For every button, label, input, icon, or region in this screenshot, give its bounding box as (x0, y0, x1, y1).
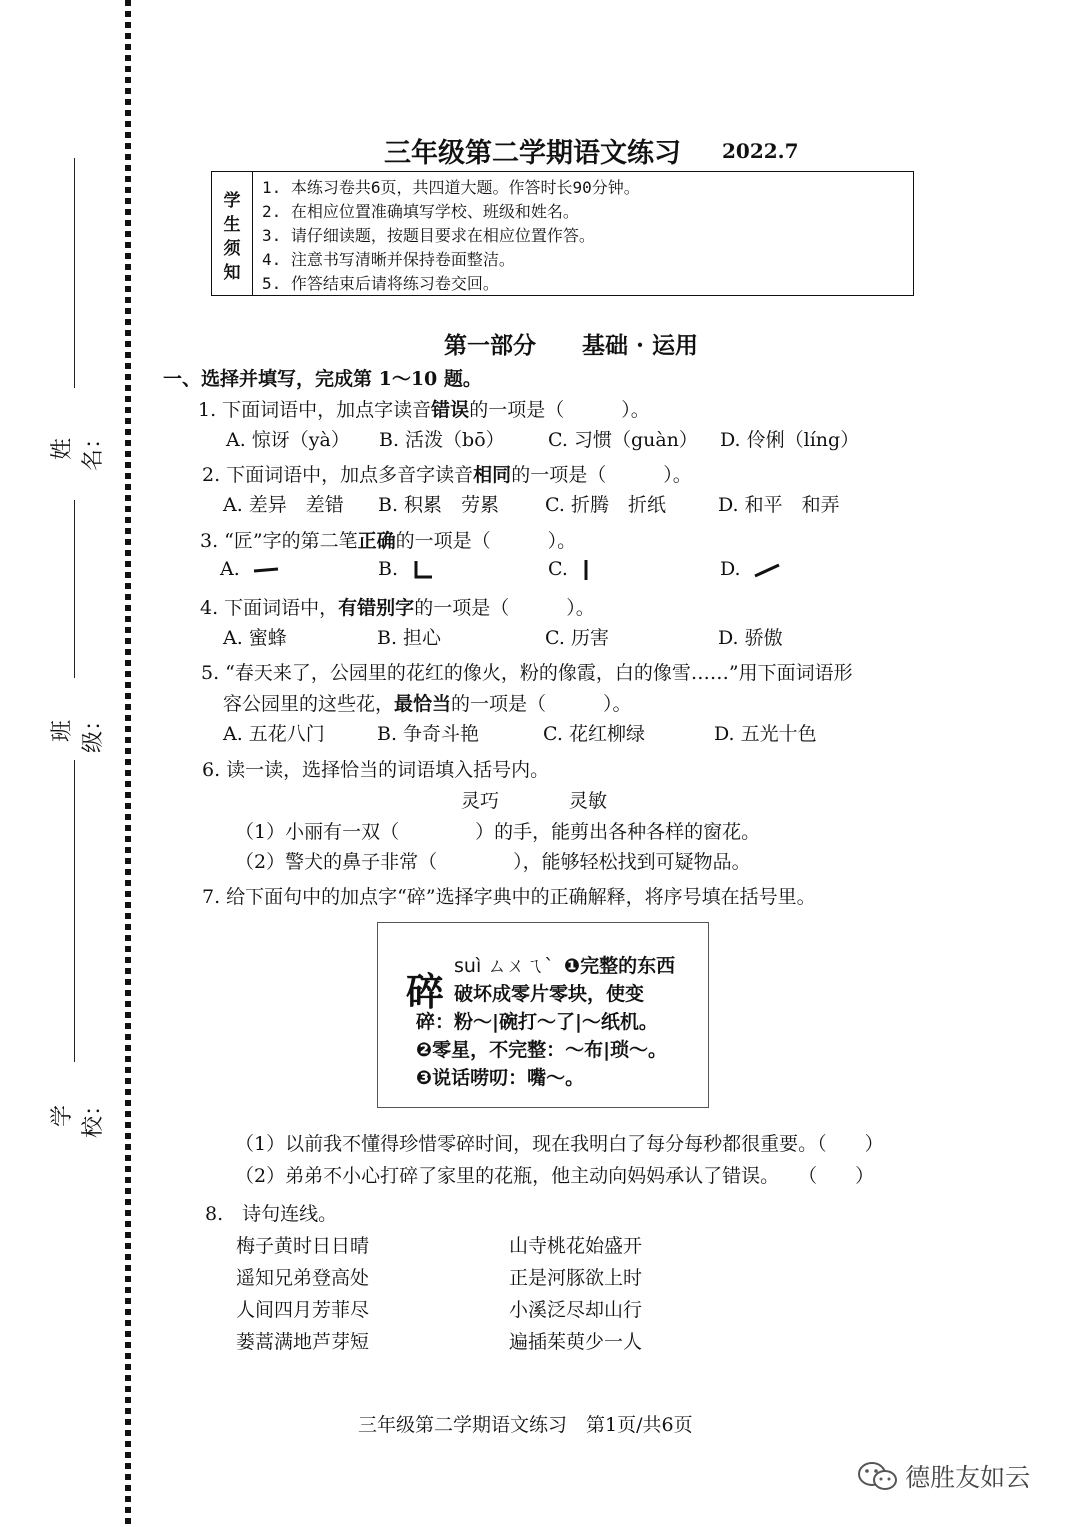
notice-item: 1. 本练习卷共6页，共四道大题。作答时长90分钟。 (262, 178, 640, 197)
dictionary-char: 碎 (406, 970, 445, 1014)
q2-option-c[interactable]: C. 折腾 折纸 (545, 494, 666, 516)
section-title: 一、选择并填写，完成第 1～10 题。 (163, 368, 482, 390)
question-4: 4. 下面词语中，有错别字的一项是（ ）。 (200, 597, 595, 619)
notice-item: 4. 注意书写清晰并保持卷面整洁。 (262, 250, 515, 269)
question-2: 2. 下面词语中，加点多音字读音相同的一项是（ ）。 (202, 464, 692, 486)
watermark-text: 德胜友如云 (905, 1463, 1031, 1492)
q3-option-d[interactable]: D. (720, 558, 781, 580)
dictionary-line-4: ❷零星，不完整：～布|琐～。 (416, 1039, 668, 1061)
name-label: 姓名： (50, 427, 106, 472)
part-title: 第一部分 基础 · 运用 (444, 332, 699, 359)
watermark (856, 1458, 1030, 1494)
poem-left-1[interactable]: 梅子黄时日日晴 (236, 1235, 370, 1257)
dictionary-line-5: ❸说话唠叨：嘴～。 (416, 1067, 585, 1089)
word-choice-2: 灵敏 (569, 790, 608, 812)
poem-right-1[interactable]: 山寺桃花始盛开 (509, 1235, 643, 1257)
question-8: 8. 诗句连线。 (205, 1203, 338, 1225)
class-underline[interactable] (74, 500, 75, 678)
q4-option-b[interactable]: B. 担心 (377, 627, 442, 649)
q5-option-d[interactable]: D. 五光十色 (714, 723, 817, 745)
q3-option-c[interactable]: C. (548, 558, 592, 582)
q4-option-a[interactable]: A. 蜜蜂 (223, 627, 287, 649)
word-choice-1: 灵巧 (461, 790, 500, 812)
poem-left-2[interactable]: 遥知兄弟登高处 (236, 1267, 370, 1289)
poem-left-3[interactable]: 人间四月芳菲尽 (236, 1299, 370, 1321)
notice-item: 2. 在相应位置准确填写学校、班级和姓名。 (262, 202, 579, 221)
notice-item: 3. 请仔细读题，按题目要求在相应位置作答。 (262, 226, 595, 245)
vertical-stroke-icon (580, 558, 592, 582)
dictionary-line-2: 破坏成零片零块，使变 (454, 983, 645, 1005)
binding-dotted-line (125, 0, 131, 1527)
q4-option-d[interactable]: D. 骄傲 (718, 627, 783, 649)
q1-option-d[interactable]: D. 伶俐（líng） (720, 429, 860, 451)
student-notice-box (211, 171, 914, 296)
q7-sentence-2[interactable]: （2）弟弟不小心打碎了家里的花瓶，他主动向妈妈承认了错误。 （ ） (235, 1165, 875, 1187)
q1-option-a[interactable]: A. 惊讶（yà） (226, 429, 350, 451)
q3-option-b[interactable]: B. (378, 558, 434, 581)
poem-right-2[interactable]: 正是河豚欲上时 (509, 1267, 643, 1289)
class-label: 班级： (50, 709, 106, 754)
question-5: 5. “春天来了，公园里的花红的像火，粉的像霞，白的像雪……”用下面词语形 (201, 662, 853, 684)
question-3: 3. “匠”字的第二笔正确的一项是（ ）。 (200, 530, 577, 552)
poem-right-4[interactable]: 遍插茱萸少一人 (509, 1331, 643, 1353)
q1-option-b[interactable]: B. 活泼（bō） (379, 429, 505, 451)
dictionary-entry-box (377, 922, 709, 1108)
q2-option-d[interactable]: D. 和平 和弄 (718, 494, 840, 516)
horizontal-stroke-icon (252, 563, 280, 577)
notice-label: 学 生 须 知 (212, 172, 253, 295)
name-underline[interactable] (74, 158, 75, 388)
question-7: 7. 给下面句中的加点字“碎”选择字典中的正确解释，将序号填在括号里。 (202, 886, 816, 908)
school-underline[interactable] (74, 760, 75, 1062)
q4-option-c[interactable]: C. 历害 (545, 627, 609, 649)
wechat-icon (856, 1459, 900, 1493)
dictionary-pinyin: suì ㄙㄨㄟˋ (454, 955, 554, 977)
question-1: 1. 下面词语中，加点字读音错误的一项是（ ）。 (198, 399, 650, 421)
q5-option-b[interactable]: B. 争奇斗艳 (377, 723, 480, 745)
exam-date: 2022.7 (722, 139, 799, 163)
q2-option-b[interactable]: B. 积累 劳累 (378, 494, 500, 516)
page-title: 三年级第二学期语文练习 (384, 138, 681, 169)
vertical-bend-stroke-icon (410, 559, 434, 581)
rising-stroke-icon (753, 562, 781, 578)
question-5-continued: 容公园里的这些花，最恰当的一项是（ ）。 (223, 693, 632, 715)
q1-option-c[interactable]: C. 习惯（guàn） (548, 429, 698, 451)
notice-item: 5. 作答结束后请将练习卷交回。 (262, 274, 499, 293)
dictionary-line-3: 碎：粉～|碗打～了|～纸机。 (416, 1011, 658, 1033)
poem-right-3[interactable]: 小溪泛尽却山行 (509, 1299, 643, 1321)
q6-sentence-2[interactable]: （2）警犬的鼻子非常（ ），能够轻松找到可疑物品。 (235, 851, 751, 873)
poem-left-4[interactable]: 蒌蒿满地芦芽短 (236, 1331, 370, 1353)
q6-sentence-1[interactable]: （1）小丽有一双（ ）的手，能剪出各种各样的窗花。 (235, 821, 761, 843)
school-label: 学校： (50, 1094, 106, 1139)
q2-option-a[interactable]: A. 差异 差错 (223, 494, 344, 516)
q5-option-c[interactable]: C. 花红柳绿 (543, 723, 645, 745)
q3-option-a[interactable]: A. (220, 558, 280, 580)
q5-option-a[interactable]: A. 五花八门 (223, 723, 325, 745)
page-footer: 三年级第二学期语文练习 第1页/共6页 (358, 1414, 693, 1436)
dictionary-line-1: ❶完整的东西 (564, 955, 676, 977)
question-6: 6. 读一读，选择恰当的词语填入括号内。 (202, 759, 550, 781)
q7-sentence-1[interactable]: （1）以前我不懂得珍惜零碎时间，现在我明白了每分每秒都很重要。（ ） (235, 1133, 884, 1155)
